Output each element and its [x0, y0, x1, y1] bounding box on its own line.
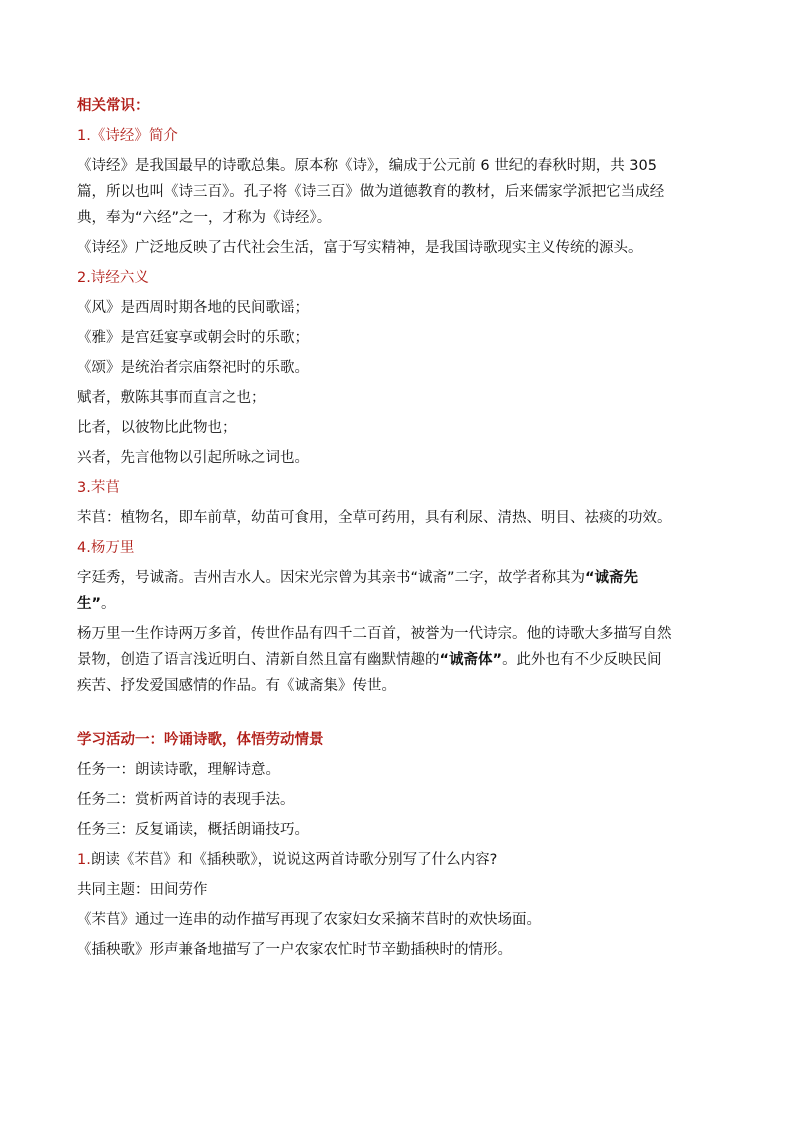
- answer-line: 《插秧歌》形声兼备地描写了一户农家农忙时节辛勤插秧时的情形。: [77, 942, 512, 958]
- document-content: [77, 96, 752, 970]
- item-heading-3: [77, 478, 752, 498]
- list-item: 《颂》是统治者宗庙祭祀时的乐歌。: [77, 360, 309, 376]
- task-item: 任务二：赏析两首诗的表现手法。: [77, 792, 295, 808]
- paragraph-line: 疾苦、抒发爱国感情的作品。有《诚斋集》传世。: [77, 678, 396, 694]
- list-item: 《雅》是宫廷宴享或朝会时的乐歌；: [77, 330, 309, 346]
- bold-text: 生”: [77, 596, 102, 612]
- bold-text: “诚斋先: [585, 570, 639, 586]
- paragraph: 芣苢：植物名，即车前草，幼苗可食用，全草可药用，具有利尿、清热、明目、祛痰的功效。: [77, 510, 672, 526]
- item-heading-1: [77, 126, 752, 146]
- item-heading-2: [77, 268, 752, 288]
- bold-text: “诚斋体”: [439, 652, 503, 668]
- list-item: 兴者，先言他物以引起所咏之词也。: [77, 450, 309, 466]
- question: [77, 850, 752, 870]
- text-span: 。: [101, 596, 116, 612]
- paragraph-line: 杨万里一生作诗两万多首，传世作品有四千二百首，被誉为一代诗宗。他的诗歌大多描写自然: [77, 626, 672, 642]
- list-item: 《风》是西周时期各地的民间歌谣；: [77, 300, 309, 316]
- item-title: 《诗经》简介: [90, 128, 178, 144]
- task-item: 任务一：朗读诗歌，理解诗意。: [77, 762, 280, 778]
- paragraph: 《诗经》广泛地反映了古代社会生活，富于写实精神，是我国诗歌现实主义传统的源头。: [77, 240, 643, 256]
- text-span: 景物，创造了语言浅近明白、清新自然且富有幽默情趣的: [77, 652, 440, 668]
- paragraph-line: 《诗经》是我国最早的诗歌总集。原本称《诗》，编成于公元前 6 世纪的春秋时期，共 305: [77, 158, 657, 174]
- theme-line: 共同主题：田间劳作: [77, 882, 208, 898]
- paragraph-line: [77, 650, 752, 670]
- item-heading-4: [77, 538, 752, 558]
- question-number: 1.: [77, 852, 91, 868]
- item-title: 杨万里: [90, 540, 135, 556]
- item-title: 芣苢: [90, 480, 120, 496]
- list-item: 赋者，敷陈其事而直言之也；: [77, 390, 266, 406]
- item-number: 4.: [77, 540, 91, 556]
- paragraph-line: [77, 568, 752, 588]
- text-span: 。此外也有不少反映民间: [502, 652, 662, 668]
- paragraph-line: 典，奉为“六经”之一，才称为《诗经》。: [77, 210, 332, 226]
- item-number: 3.: [77, 480, 91, 496]
- item-number: 2.: [77, 270, 91, 286]
- question-text: 朗读《芣苢》和《插秧歌》，说说这两首诗歌分别写了什么内容?: [90, 852, 498, 868]
- section-title: 相关常识：: [77, 98, 150, 114]
- paragraph-line: 篇，所以也叫《诗三百》。孔子将《诗三百》做为道德教育的教材，后来儒家学派把它当成经: [77, 184, 665, 200]
- activity-title: 学习活动一：吟诵诗歌，体悟劳动情景: [77, 732, 324, 748]
- task-item: 任务三：反复诵读，概括朗诵技巧。: [77, 822, 309, 838]
- answer-line: 《芣苢》通过一连串的动作描写再现了农家妇女采摘芣苢时的欢快场面。: [77, 912, 541, 928]
- text-span: 字廷秀，号诚斋。吉州吉水人。因宋光宗曾为其亲书“诚斋”二字，故学者称其为: [77, 570, 586, 586]
- item-number: 1.: [77, 128, 91, 144]
- item-title: 诗经六义: [90, 270, 149, 286]
- list-item: 比者，以彼物比此物也；: [77, 420, 237, 436]
- paragraph-line: [77, 594, 752, 614]
